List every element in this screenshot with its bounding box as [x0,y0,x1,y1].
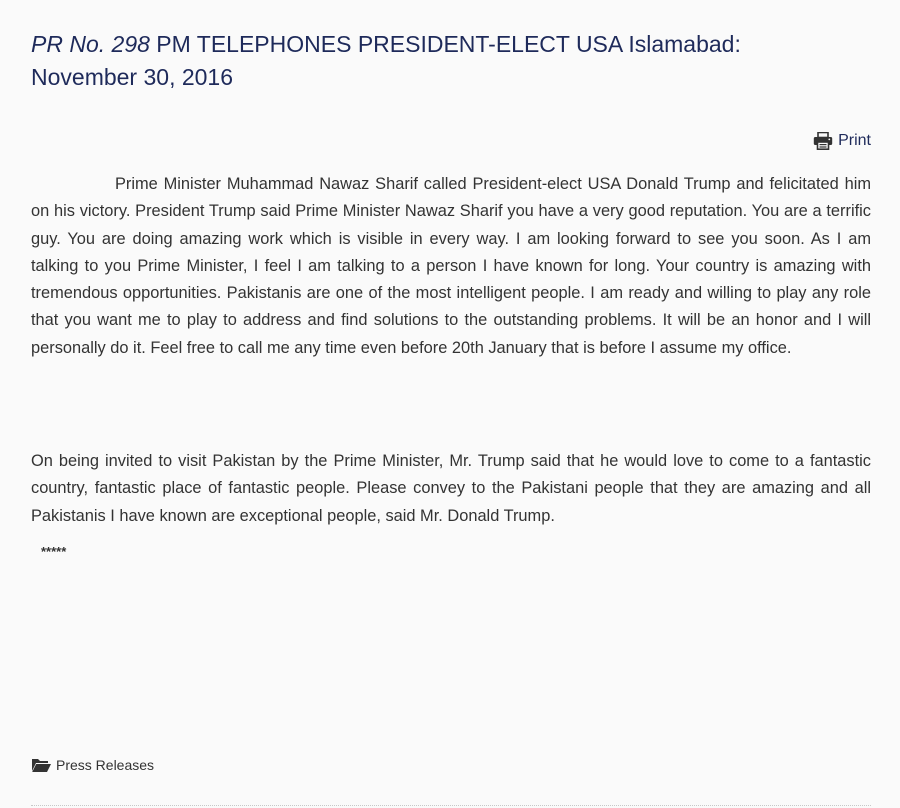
article-paragraph-1: Prime Minister Muhammad Nawaz Sharif called President-elect USA Donald Trump and felicitated him on his victory. President Trump said Prime Minister Nawaz Sharif you have a very good reputation. You are a terrific guy. You are doing amazing work which is visible in every way. I am looking forward to see you soon. As I am talking to you Prime Minister, I feel I am talking to a person I have known for long. Your country is amazing with tremendous opportunities. Pakistanis are one of the most intelligent people. I am ready and willing to play any role that you want me to play to address and find solutions to the outstanding problems. It will be an honor and I will personally do it. Feel free to call me any time even before 20th January that is before I assume my office. [31,175,871,357]
category-label: Press Releases [56,757,155,773]
print-button[interactable] [813,130,871,152]
press-release-page [31,0,871,808]
end-mark: ***** [41,544,67,559]
print-label: Print [838,132,871,149]
footer-divider [31,805,871,806]
article-paragraph-2: On being invited to visit Pakistan by the Prime Minister, Mr. Trump said that he would love to come to a fantastic country, fantastic place of fantastic people. Please convey to the Pakistani people that they are amazing and all Pakistanis I have known are exceptional people, said Mr. Donald Trump. [31,452,871,525]
folder-open-icon [31,757,51,773]
press-release-number: PR No. 298 [31,31,150,57]
category-link-press-releases[interactable] [31,755,154,775]
page-title [31,28,851,94]
title-text: PM TELEPHONES PRESIDENT-ELECT USA Islamabad: November 30, 2016 [31,31,741,90]
printer-icon [813,132,833,150]
